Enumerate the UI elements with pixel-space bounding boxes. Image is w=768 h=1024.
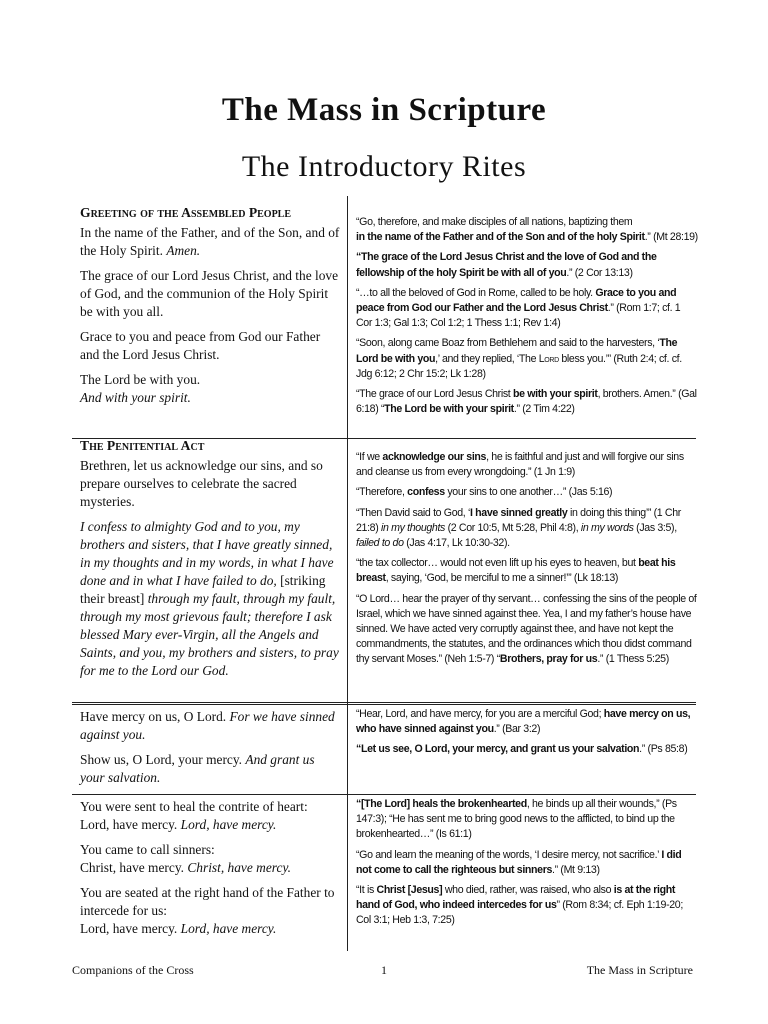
- right-column-mercy: [356, 707, 698, 763]
- scripture-quote: “…to all the beloved of God in Rome, called to be holy. Grace to you and peace from God our Father and the Lord Jesus Christ.” (Rom 1:7; cf. 1 Cor 1:3; Gal 1:3; Col 1:2; 1 Thess 1:1; Rev 1:4): [356, 286, 681, 330]
- footer-right: The Mass in Scripture: [586, 963, 693, 977]
- rite-text: The grace of our Lord Jesus Christ, and the love of God, and the communion of the Holy Spirit be with you all.: [80, 268, 339, 319]
- right-column-greeting: [356, 215, 698, 422]
- scripture-quote: “O Lord… hear the prayer of thy servant… confessing the sins of the people of Israel, which we have sinned against thee. Yea, I and my father’s house have sinned. We have acted very corruptly against thee, and have not kept the commandments, the statutes, and the ordinances which thou didst command thy servant Moses.” (Neh 1:5-7) “Brothers, pray for us.” (1 Thess 5:25): [356, 592, 697, 666]
- scripture-quote: “It is Christ [Jesus] who died, rather, was raised, who also is at the right hand of God, who indeed intercedes for us” (Rom 8:34; cf. Eph 1:19-20; Col 3:1; Heb 1:3, 7:25): [356, 884, 683, 927]
- page-title: The Mass in Scripture: [221, 92, 547, 128]
- section-divider-double: [72, 702, 696, 705]
- right-column-penitential: [356, 450, 698, 673]
- column-divider: [347, 196, 348, 951]
- page-number: 1: [381, 963, 387, 977]
- scripture-quote: “[The Lord] heals the brokenhearted, he binds up all their wounds,” (Ps 147:3); “He has sent me to bring good news to the afflicted, to bind up the brokenhearted…” (Is 61:1): [356, 798, 677, 841]
- section-title: The Introductory Rites: [241, 150, 527, 183]
- rite-text: Show us, O Lord, your mercy. And grant us your salvation.: [80, 752, 315, 785]
- rite-text: You were sent to heal the contrite of heart: Lord, have mercy. Lord, have mercy.: [80, 799, 308, 832]
- rite-text: The Lord be with you. And with your spirit.: [80, 372, 201, 405]
- left-column-penitential: [80, 437, 342, 687]
- rite-text: Have mercy on us, O Lord. For we have sinned against you.: [80, 709, 335, 742]
- rite-text: Brethren, let us acknowledge our sins, and so prepare ourselves to celebrate the sacred mysteries.: [80, 458, 323, 509]
- scripture-quote: “The grace of the Lord Jesus Christ and the love of God and the fellowship of the holy Spirit be with all of you.” (2 Cor 13:13): [356, 251, 657, 279]
- rite-text: You came to call sinners: Christ, have mercy. Christ, have mercy.: [80, 842, 291, 875]
- section-divider: [72, 794, 696, 795]
- scripture-quote: “Go, therefore, and make disciples of all nations, baptizing them in the name of the Father and of the Son and of the holy Spirit.” (Mt 28:19): [356, 216, 698, 244]
- right-column-kyrie: [356, 797, 698, 934]
- scripture-quote: “Hear, Lord, and have mercy, for you are a merciful God; have mercy on us, who have sinned against you.” (Bar 3:2): [356, 708, 691, 736]
- left-column-greeting: [80, 204, 342, 414]
- section-heading: The Penitential Act: [80, 438, 205, 453]
- rite-text: In the name of the Father, and of the Son, and of the Holy Spirit. Amen.: [80, 225, 340, 258]
- scripture-quote: “Go and learn the meaning of the words, ‘I desire mercy, not sacrifice.’ I did not come to call the righteous but sinners.” (Mt 9:13): [356, 848, 682, 876]
- footer-left: Companions of the Cross: [72, 963, 194, 977]
- scripture-quote: “Then David said to God, ‘I have sinned greatly in doing this thing’” (1 Chr 21:8) in my thoughts (2 Cor 10:5, Mt 5:28, Phil 4:8), in my words (Jas 3:5), failed to do (Jas 4:17, Lk 10:30-32).: [356, 506, 681, 550]
- left-column-kyrie: [80, 798, 342, 945]
- confiteor-text: I confess to almighty God and to you, my brothers and sisters, that I have greatly sinned, in my thoughts and in my words, in what I have done and in what I have failed to do, [striking their breast] through my fault, through my fault, through my most grievous fault; therefore I ask blessed Mary ever-Virgin, all the Angels and Saints, and you, my brothers and sisters, to pray for me to the Lord our God.: [80, 519, 339, 678]
- scripture-quote: “Therefore, confess your sins to one another…” (Jas 5:16): [356, 486, 613, 499]
- rite-text: Grace to you and peace from God our Father and the Lord Jesus Christ.: [80, 329, 321, 362]
- scripture-quote: “The grace of our Lord Jesus Christ be with your spirit, brothers. Amen.” (Gal 6:18) “The Lord be with your spirit.” (2 Tim 4:22): [356, 388, 697, 416]
- scripture-quote: “Let us see, O Lord, your mercy, and grant us your salvation.” (Ps 85:8): [356, 743, 688, 756]
- scripture-quote: “Soon, along came Boaz from Bethlehem and said to the harvesters, ‘The Lord be with you,’ and they replied, ‘The Lord bless you.’” (Ruth 2:4; cf. cf. Jdg 6:12; 2 Chr 15:2; Lk 1:28): [356, 337, 682, 380]
- left-column-mercy: [80, 708, 342, 794]
- scripture-quote: “If we acknowledge our sins, he is faithful and just and will forgive our sins and cleanse us from every wrongdoing.” (1 Jn 1:9): [356, 451, 684, 479]
- section-heading: Greeting of the Assembled People: [80, 205, 292, 220]
- scripture-quote: “the tax collector… would not even lift up his eyes to heaven, but beat his breast, saying, ‘God, be merciful to me a sinner!’” (Lk 18:13): [356, 557, 676, 585]
- rite-text: You are seated at the right hand of the Father to intercede for us: Lord, have mercy. Lord, have mercy.: [80, 885, 335, 936]
